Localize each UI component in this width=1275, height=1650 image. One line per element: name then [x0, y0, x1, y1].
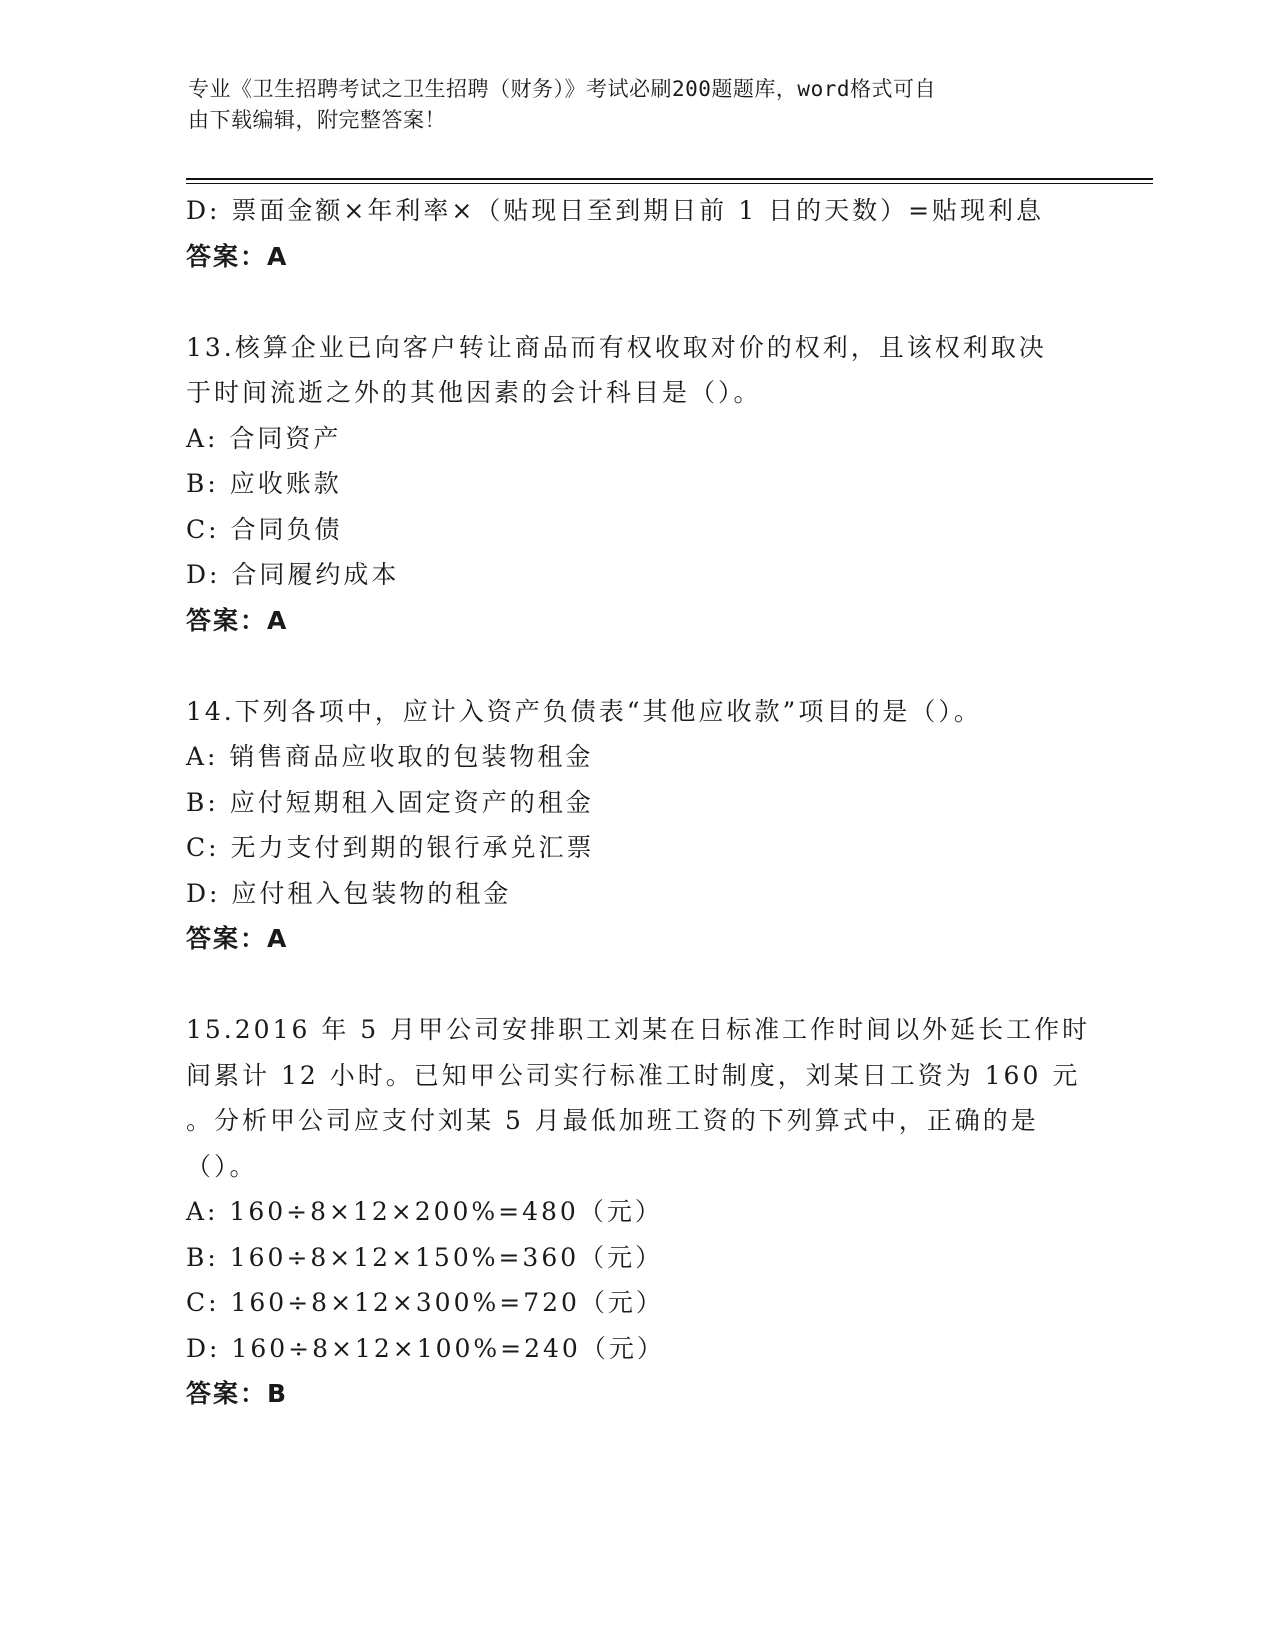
- option-a: A: 160÷8×12×200%=480（元）: [186, 1197, 663, 1226]
- spacer: [186, 279, 1086, 325]
- answer-line: 答案：A: [186, 924, 289, 953]
- option-d: D: 票面金额×年利率×（贴现日至到期日前 1 日的天数）=贴现利息: [186, 196, 1045, 225]
- option-d: D: 160÷8×12×100%=240（元）: [186, 1333, 665, 1363]
- question-stem-line: 15.2016 年 5 月甲公司安排职工刘某在日标准工作时间以外延长工作时: [186, 1015, 1091, 1044]
- answer-line: 答案：A: [186, 241, 289, 271]
- option-c: C: 无力支付到期的银行承兑汇票: [186, 833, 595, 862]
- option-c: C: 合同负债: [186, 514, 343, 544]
- question-list: [186, 188, 1091, 1417]
- question-stem-line: （）。: [186, 1151, 258, 1181]
- answer-line: 答案：B: [186, 1379, 289, 1408]
- question-stem-line: 。分析甲公司应支付刘某 5 月最低加班工资的下列算式中，正确的是: [186, 1106, 1039, 1135]
- option-b: B: 应收账款: [186, 469, 342, 498]
- header-divider-thin: [186, 183, 1153, 184]
- option-d: D: 应付租入包装物的租金: [186, 878, 512, 908]
- header-line-1: 专业《卫生招聘考试之卫生招聘（财务）》考试必刷200题题库，word格式可自: [188, 77, 936, 101]
- question-13: [186, 325, 1086, 644]
- header-divider-thick: [186, 178, 1153, 180]
- question-15: [186, 1007, 1091, 1417]
- option-c: C: 160÷8×12×300%=720（元）: [186, 1288, 664, 1317]
- option-a: A: 合同资产: [186, 423, 342, 453]
- previous-question-tail: [186, 188, 1086, 279]
- answer-line: 答案：A: [186, 605, 289, 635]
- header-line-2: 由下载编辑，附完整答案！: [188, 108, 446, 132]
- option-b: B: 应付短期租入固定资产的租金: [186, 787, 594, 817]
- question-14: [186, 689, 1086, 962]
- spacer: [186, 962, 1086, 1008]
- question-stem-line: 14.下列各项中，应计入资产负债表“其他应收款”项目的是（）。: [186, 696, 982, 726]
- option-b: B: 160÷8×12×150%=360（元）: [186, 1242, 664, 1272]
- spacer: [186, 643, 1086, 689]
- question-stem-line: 间累计 12 小时。已知甲公司实行标准工时制度，刘某日工资为 160 元: [186, 1060, 1081, 1090]
- question-stem-line: 于时间流逝之外的其他因素的会计科目是（）。: [186, 378, 762, 407]
- option-d: D: 合同履约成本: [186, 560, 400, 589]
- document-header: [188, 74, 1088, 136]
- option-a: A: 销售商品应收取的包装物租金: [186, 742, 594, 771]
- question-stem-line: 13.核算企业已向客户转让商品而有权收取对价的权利，且该权利取决: [186, 332, 1047, 362]
